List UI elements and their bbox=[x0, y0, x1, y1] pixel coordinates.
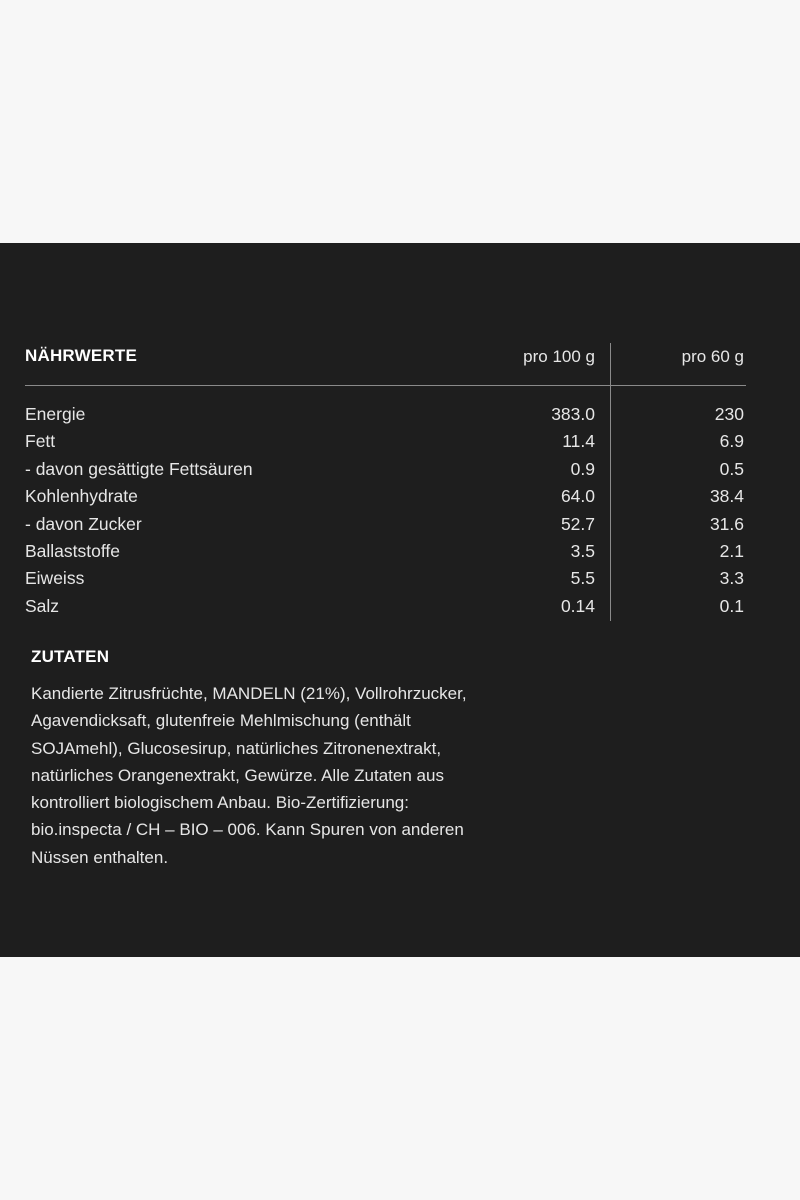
nutrient-label: Fett bbox=[25, 431, 56, 452]
value-per-60g: 2.1 bbox=[719, 540, 744, 561]
ingredients-line: SOJAmehl), Glucosesirup, natürliches Zitronenextrakt, bbox=[31, 738, 442, 758]
nutrition-row bbox=[25, 568, 746, 595]
nutrition-rows bbox=[25, 404, 746, 623]
column-header-per-100g: pro 100 g bbox=[523, 347, 595, 366]
value-per-60g: 31.6 bbox=[709, 513, 744, 534]
ingredients-line: Nüssen enthalten. bbox=[31, 847, 169, 867]
value-per-60g: 6.9 bbox=[719, 431, 744, 452]
value-per-60g: 0.5 bbox=[719, 458, 744, 479]
nutrient-label: Eiweiss bbox=[25, 568, 85, 589]
ingredients-line: bio.inspecta / CH – BIO – 006. Kann Spuren von anderen bbox=[31, 820, 464, 840]
ingredients-line: Agavendicksaft, glutenfreie Mehlmischung (enthält bbox=[31, 711, 411, 731]
nutrient-label: - davon gesättigte Fettsäuren bbox=[25, 458, 253, 479]
value-per-100g: 5.5 bbox=[570, 568, 595, 589]
nutrient-label: Kohlenhydrate bbox=[25, 486, 138, 507]
nutrition-title: NÄHRWERTE bbox=[25, 346, 137, 365]
nutrient-label: Ballaststoffe bbox=[25, 540, 121, 561]
ingredients-section bbox=[31, 647, 551, 871]
nutrient-label: - davon Zucker bbox=[25, 513, 142, 534]
ingredients-line: kontrolliert biologischem Anbau. Bio-Zertifizierung: bbox=[31, 793, 409, 813]
value-per-100g: 0.14 bbox=[560, 595, 595, 616]
nutrition-header-row bbox=[25, 343, 746, 385]
nutrition-row bbox=[25, 459, 746, 486]
nutrition-row bbox=[25, 541, 746, 568]
ingredients-title: ZUTATEN bbox=[31, 647, 110, 666]
ingredients-line: Kandierte Zitrusfrüchte, MANDELN (21%), Vollrohrzucker, bbox=[31, 684, 467, 703]
value-per-60g: 0.1 bbox=[719, 595, 744, 616]
header-divider bbox=[25, 385, 746, 386]
ingredients-text bbox=[31, 680, 551, 871]
column-header-per-60g: pro 60 g bbox=[681, 347, 744, 366]
nutrition-row bbox=[25, 514, 746, 541]
value-per-100g: 64.0 bbox=[560, 486, 595, 507]
value-per-60g: 230 bbox=[714, 404, 744, 424]
value-per-60g: 38.4 bbox=[709, 486, 744, 507]
nutrition-row bbox=[25, 486, 746, 513]
ingredients-line: natürliches Orangenextrakt, Gewürze. Alle Zutaten aus bbox=[31, 765, 444, 785]
value-per-100g: 0.9 bbox=[570, 458, 595, 479]
value-per-100g: 11.4 bbox=[562, 431, 595, 452]
nutrition-row bbox=[25, 596, 746, 623]
value-per-100g: 52.7 bbox=[560, 513, 595, 534]
nutrition-table bbox=[25, 343, 746, 616]
nutrient-label: Energie bbox=[25, 404, 86, 424]
value-per-100g: 383.0 bbox=[551, 404, 595, 424]
value-per-100g: 3.5 bbox=[570, 540, 595, 561]
nutrition-row bbox=[25, 431, 746, 458]
nutrition-row bbox=[25, 404, 746, 431]
value-per-60g: 3.3 bbox=[719, 568, 744, 589]
nutrient-label: Salz bbox=[25, 595, 60, 616]
